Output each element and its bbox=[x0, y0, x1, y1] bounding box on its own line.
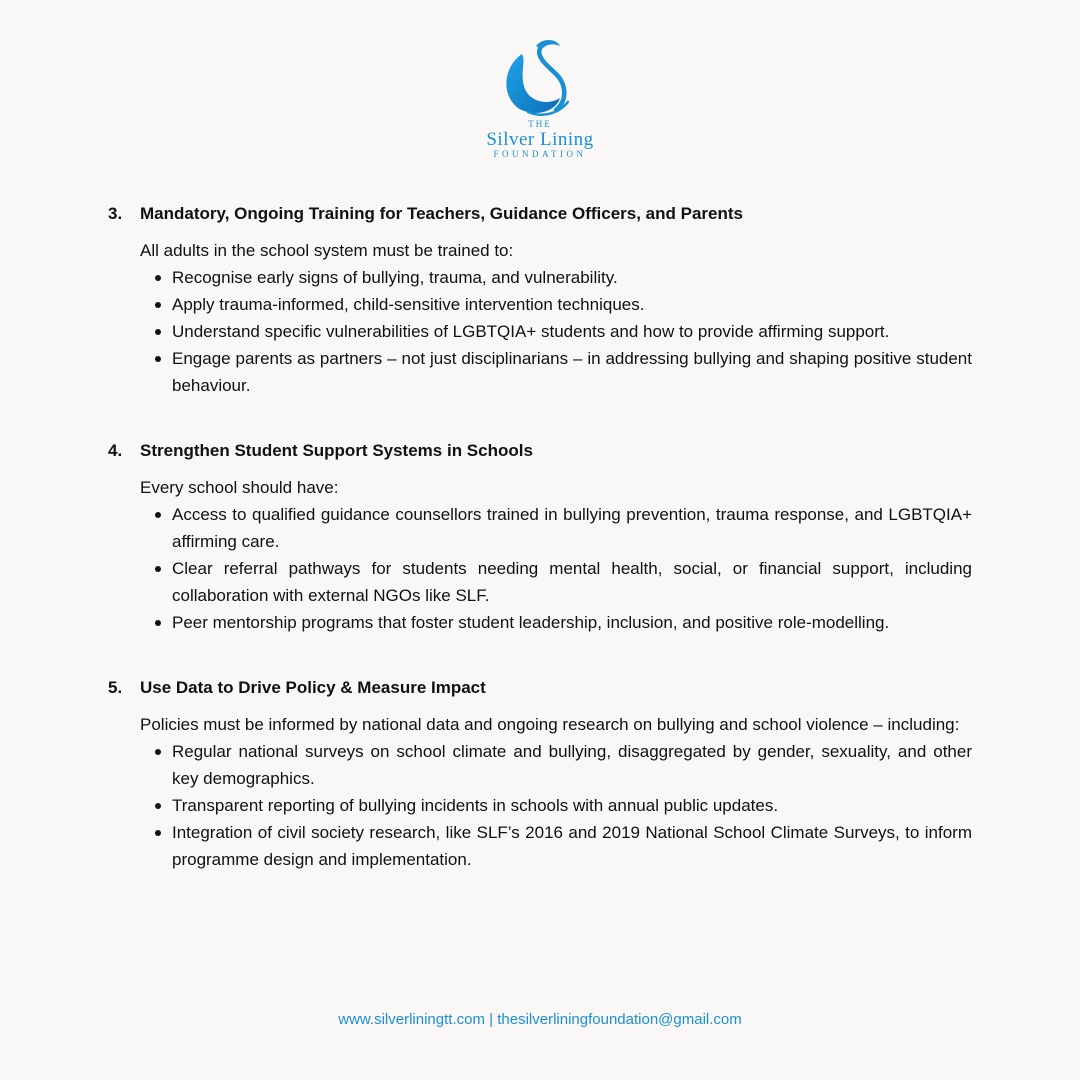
section-title: Use Data to Drive Policy & Measure Impact bbox=[140, 678, 486, 697]
section-intro: Every school should have: bbox=[140, 478, 339, 497]
logo-text-the: THE bbox=[528, 119, 552, 129]
logo-text-name: Silver Lining bbox=[486, 129, 594, 150]
list-item: Transparent reporting of bullying incidents in schools with annual public updates. bbox=[108, 792, 972, 819]
email-link[interactable]: thesilverliningfoundation@gmail.com bbox=[497, 1011, 742, 1028]
section-support-systems bbox=[108, 437, 972, 636]
footer-contact bbox=[0, 1011, 1080, 1028]
section-intro: All adults in the school system must be trained to: bbox=[140, 241, 514, 260]
list-item: Recognise early signs of bullying, trauma, and vulnerability. bbox=[108, 264, 972, 291]
bullet-list bbox=[108, 738, 972, 873]
section-heading bbox=[108, 674, 972, 701]
section-title: Strengthen Student Support Systems in Schools bbox=[140, 441, 533, 460]
footer-separator: | bbox=[489, 1011, 494, 1028]
section-heading bbox=[108, 437, 972, 464]
bullet-list bbox=[108, 501, 972, 636]
website-link[interactable]: www.silverliningtt.com bbox=[338, 1011, 485, 1028]
section-intro: Policies must be informed by national data and ongoing research on bullying and school violence – including: bbox=[140, 715, 960, 734]
logo-text-foundation: FOUNDATION bbox=[493, 149, 587, 159]
swan-icon bbox=[498, 36, 582, 118]
section-data-policy bbox=[108, 674, 972, 873]
section-training bbox=[108, 200, 972, 399]
section-heading bbox=[108, 200, 972, 227]
list-item: Engage parents as partners – not just disciplinarians – in addressing bullying and shaping positive student behaviour. bbox=[108, 345, 972, 399]
policy-content bbox=[108, 200, 972, 911]
list-item: Clear referral pathways for students needing mental health, social, or financial support, including collaboration with external NGOs like SLF. bbox=[108, 555, 972, 609]
foundation-logo bbox=[440, 36, 640, 160]
list-item: Integration of civil society research, like SLF’s 2016 and 2019 National School Climate Surveys, to inform programme design and implementation. bbox=[108, 819, 972, 873]
list-item: Access to qualified guidance counsellors trained in bullying prevention, trauma response, and LGBTQIA+ affirming care. bbox=[108, 501, 972, 555]
list-item: Apply trauma-informed, child-sensitive intervention techniques. bbox=[108, 291, 972, 318]
list-item: Understand specific vulnerabilities of LGBTQIA+ students and how to provide affirming support. bbox=[108, 318, 972, 345]
bullet-list bbox=[108, 264, 972, 399]
section-number: 5. bbox=[108, 678, 123, 697]
section-number: 3. bbox=[108, 204, 123, 223]
list-item: Peer mentorship programs that foster student leadership, inclusion, and positive role-modelling. bbox=[108, 609, 972, 636]
list-item: Regular national surveys on school climate and bullying, disaggregated by gender, sexuality, and other key demographics. bbox=[108, 738, 972, 792]
section-number: 4. bbox=[108, 441, 123, 460]
section-title: Mandatory, Ongoing Training for Teachers, Guidance Officers, and Parents bbox=[140, 204, 743, 223]
